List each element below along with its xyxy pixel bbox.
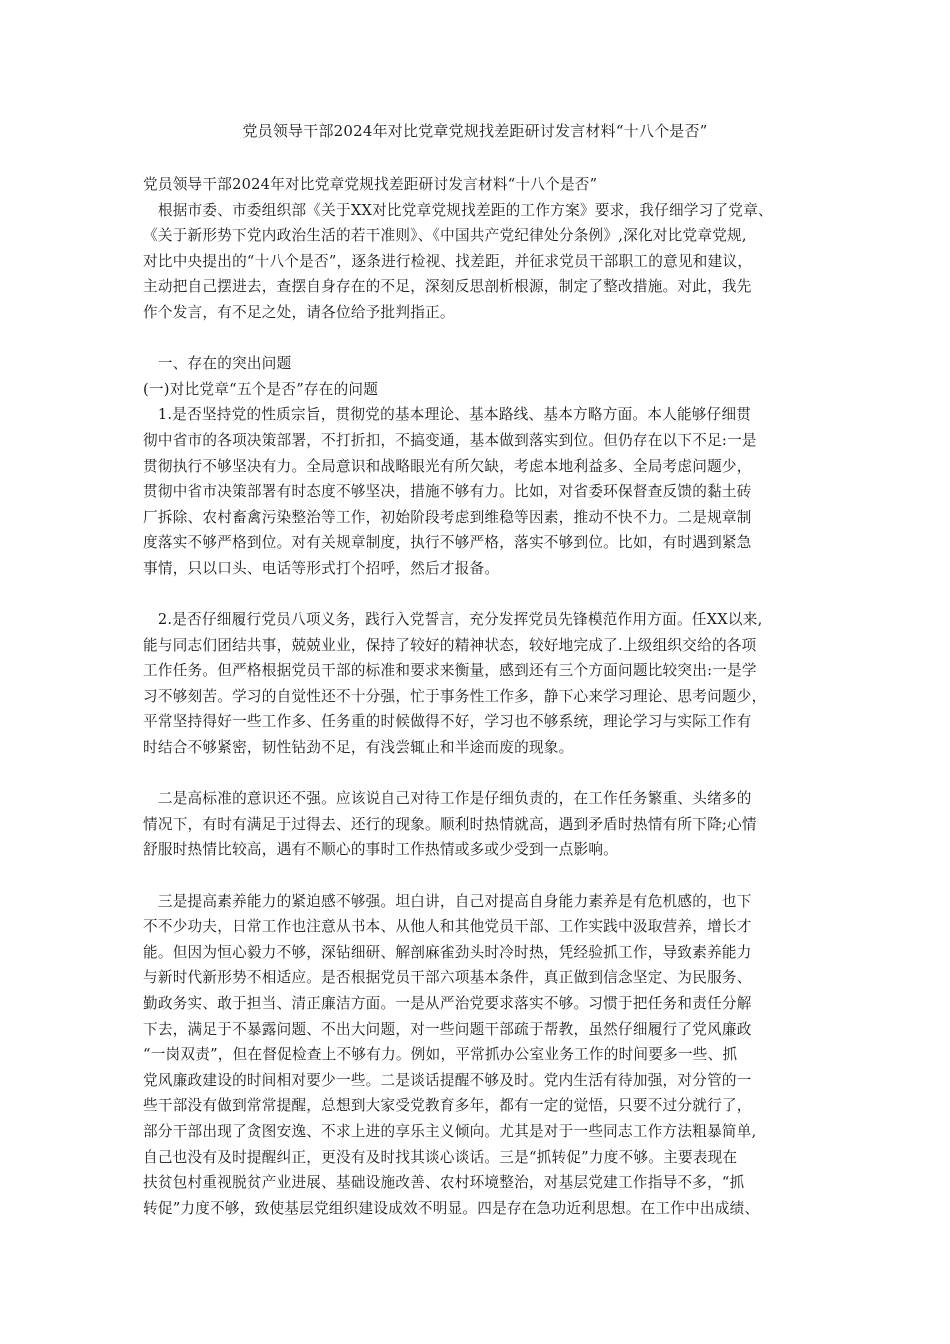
text-line: 党风廉政建设的时间相对要少一些。二是谈话提醒不够及时。党内生活有待加强，对分管的一 [143,1071,752,1089]
text-line: 度落实不够严格到位。对有关规章制度，执行不够严格，落实不够到位。比如，有时遇到紧急 [143,534,752,552]
text-line: 不不少功夫，日常工作也注意从书本、从他人和其他党员干部、工作实践中汲取营养，增长才 [143,918,752,936]
text-line: 平常坚持得好一些工作多、任务重的时候做得不好，学习也不够系统，理论学习与实际工作有 [143,713,752,731]
text-line: 时结合不够紧密，韧性钻劲不足，有浅尝辄止和半途而废的现象。 [143,739,574,757]
text-line: 贯彻中省市决策部署有时态度不够坚决，措施不够有力。比如，对省委环保督查反馈的黏土砖 [143,483,752,501]
text-line: 二是高标准的意识还不强。应该说自己对待工作是仔细负责的，在工作任务繁重、头绪多的 [143,790,752,808]
text-line: 《关于新形势下党内政治生活的若干准则》、《中国共产党纪律处分条例》,深化对比党章党规, [143,227,747,245]
text-line: 对比中央提出的“十八个是否”，逐条进行检视、找差距，并征求党员干部职工的意见和建议， [143,252,753,270]
text-line: 勤政务实、敢于担当、清正廉洁方面。一是从严治党要求落实不够。习惯于把任务和责任分解 [143,995,752,1012]
text-line: 工作任务。但严格根据党员干部的标准和要求来衡量，感到还有三个方面问题比较突出:一是学 [143,662,757,680]
text-line: 能。但因为恒心毅力不够，深钻细研、解剖麻雀劲头时冷时热，凭经验抓工作，导致素养能力 [143,943,752,961]
text-line: 扶贫包村重视脱贫产业进展、基础设施改善、农村环境整治，对基层党建工作指导不多，“抓 [143,1174,745,1192]
text-line: 能与同志们团结共事，兢兢业业，保持了较好的精神状态，较好地完成了.上级组织交给的各项 [143,636,757,654]
text-line: 厂拆除、农村畜禽污染整治等工作，初始阶段考虑到维稳等因素，推动不快不力。二是规章制 [143,508,752,526]
text-line: 舒服时热情比较高，遇有不顺心的事时工作热情或多或少受到一点影响。 [143,841,619,859]
text-line: 一、存在的突出问题 [143,355,292,373]
text-line: 些干部没有做到常常提醒，总想到大家受党教育多年，都有一定的觉悟，只要不过分就行了， [143,1097,752,1115]
text-line: 情况下，有时有满足于过得去、还行的现象。顺利时热情就高，遇到矛盾时热情有所下降;心情 [143,815,757,833]
text-line: 党员领导干部2024年对比党章党规找差距研讨发言材料“十八个是否” [143,176,598,193]
text-line: “一岗双责”，但在督促检查上不够有力。例如，平常抓办公室业务工作的时间要多一些、抓 [143,1046,738,1064]
paragraph-gap [143,761,807,787]
document-title: 党员领导干部2024年对比党章党规找差距研讨发言材料“十八个是否” [242,122,708,140]
text-line: 事情，只以口头、电话等形式打个招呼，然后才报备。 [143,559,500,577]
paragraph-gap [143,582,807,608]
text-line: (一)对比党章“五个是否”存在的问题 [143,380,379,398]
text-line: 主动把自己摆进去，查摆自身存在的不足，深刻反思剖析根源，制定了整改措施。对此，我先 [143,278,752,296]
document-body [143,172,807,1221]
text-line: 根据市委、市委组织部《关于XX对比党章党规找差距的工作方案》要求，我仔细学习了党章、 [143,201,773,219]
text-line: 自己也没有及时提醒纠正，更没有及时找其谈心谈话。三是“抓转促”力度不够。主要表现在 [143,1148,738,1166]
text-line: 1.是否坚持党的性质宗旨，贯彻党的基本理论、基本路线、基本方略方面。本人能够仔细贯 [143,406,752,424]
text-line: 转促”力度不够，致使基层党组织建设成效不明显。四是存在急功近利思想。在工作中出成绩、 [143,1199,760,1217]
text-line: 2.是否仔细履行党员八项义务，践行入党誓言，充分发挥党员先锋模范作用方面。任XX以来, [143,611,763,629]
document-page [143,118,807,1221]
text-line: 部分干部出现了贪图安逸、不求上进的享乐主义倾向。尤其是对于一些同志工作方法粗暴简单, [143,1122,757,1140]
text-line: 贯彻执行不够坚决有力。全局意识和战略眼光有所欠缺，考虑本地利益多、全局考虑问题少， [143,457,752,475]
text-line: 下去，满足于不暴露问题、不出大问题，对一些问题干部疏于帮教，虽然仔细履行了党风廉政 [143,1020,752,1038]
paragraph-gap [143,326,807,352]
text-line: 三是提高素养能力的紧迫感不够强。坦白讲，自己对提高自身能力素养是有危机感的，也下 [143,892,752,910]
text-line: 习不够刻苦。学习的自觉性还不十分强，忙于事务性工作多，静下心来学习理论、思考问题少， [143,687,767,705]
paragraph-gap [143,863,807,889]
text-line: 作个发言，有不足之处，请各位给予批判指正。 [143,303,455,321]
text-line: 与新时代新形势不相适应。是否根据党员干部六项基本条件，真正做到信念坚定、为民服务、 [143,969,752,987]
text-line: 彻中省市的各项决策部署，不打折扣，不搞变通，基本做到落实到位。但仍存在以下不足:一是 [143,431,757,449]
